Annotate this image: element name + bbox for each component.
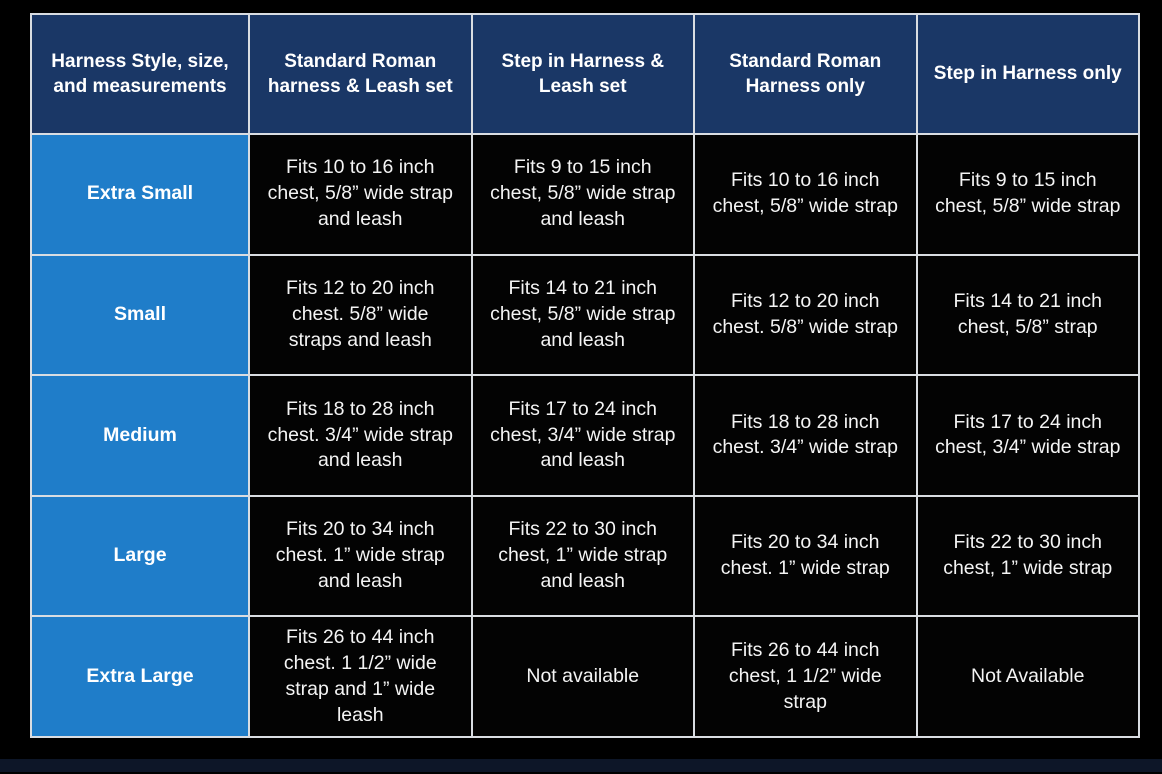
harness-size-table	[30, 13, 1140, 738]
spec-cell-xs-stepin-leash: Fits 9 to 15 inch chest, 5/8” wide strap and leash	[473, 135, 694, 254]
spec-cell-l-roman-only: Fits 20 to 34 inch chest. 1” wide strap	[695, 497, 916, 616]
size-cell-extra-large: Extra Large	[32, 617, 248, 736]
spec-cell-xl-roman-only: Fits 26 to 44 inch chest, 1 1/2” wide strap	[695, 617, 916, 736]
spec-cell-xs-roman-leash: Fits 10 to 16 inch chest, 5/8” wide strap and leash	[250, 135, 471, 254]
spec-cell-s-stepin-only: Fits 14 to 21 inch chest, 5/8” strap	[918, 256, 1139, 375]
spec-cell-m-stepin-leash: Fits 17 to 24 inch chest, 3/4” wide strap and leash	[473, 376, 694, 495]
bottom-edge-bar	[0, 759, 1162, 772]
spec-cell-s-roman-leash: Fits 12 to 20 inch chest. 5/8” wide straps and leash	[250, 256, 471, 375]
spec-cell-s-stepin-leash: Fits 14 to 21 inch chest, 5/8” wide strap and leash	[473, 256, 694, 375]
spec-cell-xl-stepin-leash: Not available	[473, 617, 694, 736]
spec-cell-xs-roman-only: Fits 10 to 16 inch chest, 5/8” wide strap	[695, 135, 916, 254]
size-cell-medium: Medium	[32, 376, 248, 495]
size-cell-small: Small	[32, 256, 248, 375]
spec-cell-m-roman-leash: Fits 18 to 28 inch chest. 3/4” wide strap and leash	[250, 376, 471, 495]
spec-cell-m-stepin-only: Fits 17 to 24 inch chest, 3/4” wide strap	[918, 376, 1139, 495]
spec-cell-l-stepin-leash: Fits 22 to 30 inch chest, 1” wide strap and leash	[473, 497, 694, 616]
header-cell-stepin-only: Step in Harness only	[918, 15, 1139, 133]
size-cell-extra-small: Extra Small	[32, 135, 248, 254]
header-cell-style-size: Harness Style, size, and measurements	[32, 15, 248, 133]
spec-cell-m-roman-only: Fits 18 to 28 inch chest. 3/4” wide strap	[695, 376, 916, 495]
spec-cell-xl-stepin-only: Not Available	[918, 617, 1139, 736]
spec-cell-xl-roman-leash: Fits 26 to 44 inch chest. 1 1/2” wide strap and 1” wide leash	[250, 617, 471, 736]
spec-cell-l-roman-leash: Fits 20 to 34 inch chest. 1” wide strap and leash	[250, 497, 471, 616]
size-cell-large: Large	[32, 497, 248, 616]
header-cell-roman-leash-set: Standard Roman harness & Leash set	[250, 15, 471, 133]
spec-cell-l-stepin-only: Fits 22 to 30 inch chest, 1” wide strap	[918, 497, 1139, 616]
spec-cell-s-roman-only: Fits 12 to 20 inch chest. 5/8” wide strap	[695, 256, 916, 375]
header-cell-stepin-leash-set: Step in Harness & Leash set	[473, 15, 694, 133]
spec-cell-xs-stepin-only: Fits 9 to 15 inch chest, 5/8” wide strap	[918, 135, 1139, 254]
header-cell-roman-only: Standard Roman Harness only	[695, 15, 916, 133]
